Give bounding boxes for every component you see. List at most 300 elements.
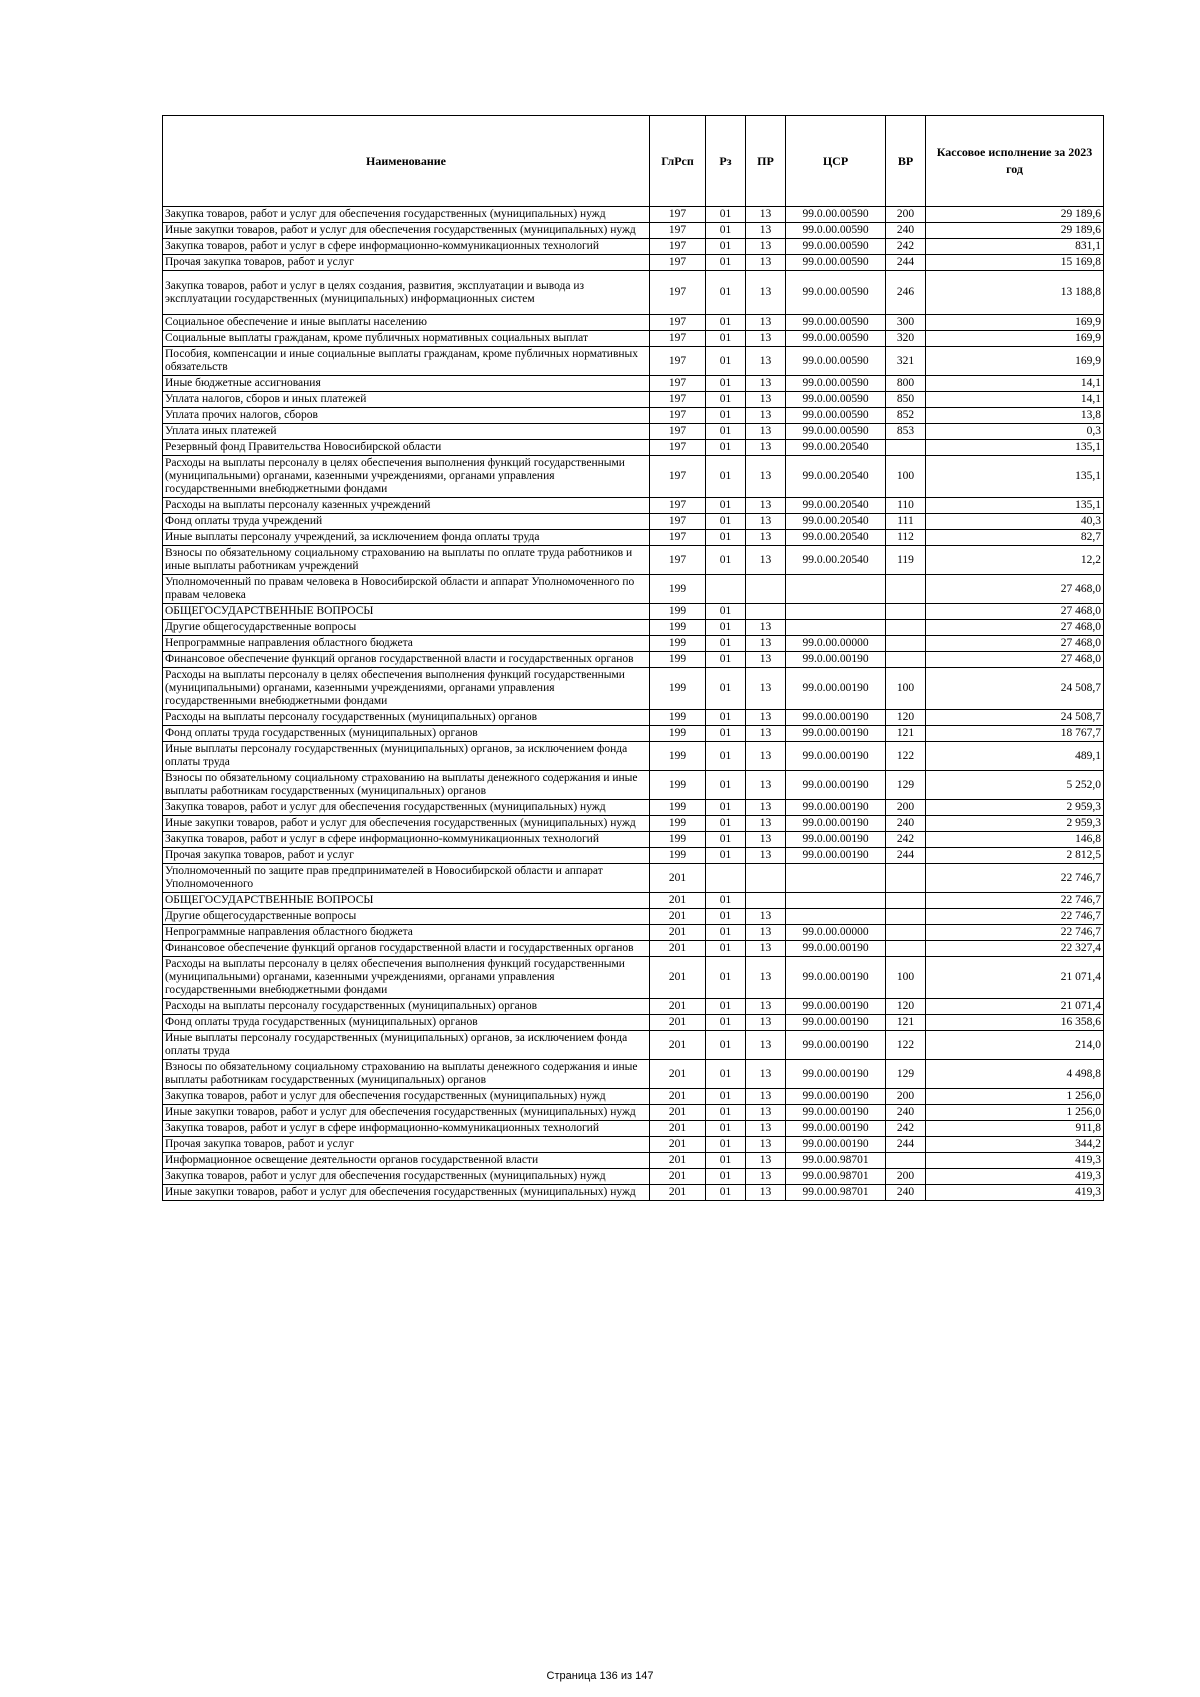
table-row (163, 1137, 1104, 1153)
cell-name: Иные выплаты персоналу учреждений, за исключением фонда оплаты труда (163, 530, 650, 546)
cell-vr: 800 (886, 376, 926, 392)
cell-name: Иные закупки товаров, работ и услуг для обеспечения государственных (муниципальных) нужд (163, 816, 650, 832)
cell-rz: 01 (706, 636, 746, 652)
cell-glrsp: 197 (650, 392, 706, 408)
cell-name: Уплата иных платежей (163, 424, 650, 440)
cell-pr: 13 (746, 271, 786, 315)
header-csr: ЦСР (786, 116, 886, 207)
table-row (163, 456, 1104, 498)
table-row (163, 392, 1104, 408)
cell-csr (786, 909, 886, 925)
cell-vr: 242 (886, 832, 926, 848)
cell-amount: 5 252,0 (926, 771, 1104, 800)
cell-glrsp: 201 (650, 909, 706, 925)
cell-amount: 489,1 (926, 742, 1104, 771)
cell-amount: 214,0 (926, 1031, 1104, 1060)
cell-glrsp: 201 (650, 1169, 706, 1185)
cell-rz: 01 (706, 771, 746, 800)
cell-vr: 112 (886, 530, 926, 546)
cell-amount: 1 256,0 (926, 1089, 1104, 1105)
cell-pr: 13 (746, 620, 786, 636)
cell-amount: 82,7 (926, 530, 1104, 546)
cell-glrsp: 197 (650, 376, 706, 392)
cell-amount: 22 746,7 (926, 864, 1104, 893)
cell-vr: 121 (886, 726, 926, 742)
cell-csr: 99.0.00.00190 (786, 1031, 886, 1060)
cell-glrsp: 197 (650, 223, 706, 239)
cell-glrsp: 201 (650, 1185, 706, 1201)
cell-vr: 240 (886, 1105, 926, 1121)
cell-vr (886, 864, 926, 893)
cell-csr: 99.0.00.00590 (786, 271, 886, 315)
cell-pr: 13 (746, 726, 786, 742)
cell-pr: 13 (746, 223, 786, 239)
cell-amount: 22 327,4 (926, 941, 1104, 957)
table-row (163, 440, 1104, 456)
header-row (163, 116, 1104, 207)
table-row (163, 848, 1104, 864)
cell-rz: 01 (706, 1060, 746, 1089)
cell-pr: 13 (746, 347, 786, 376)
table-row (163, 239, 1104, 255)
cell-vr: 120 (886, 999, 926, 1015)
cell-vr: 100 (886, 668, 926, 710)
cell-amount: 344,2 (926, 1137, 1104, 1153)
cell-vr: 129 (886, 1060, 926, 1089)
cell-rz: 01 (706, 957, 746, 999)
cell-name: ОБЩЕГОСУДАРСТВЕННЫЕ ВОПРОСЫ (163, 893, 650, 909)
cell-csr: 99.0.00.00190 (786, 1121, 886, 1137)
table-row (163, 742, 1104, 771)
cell-csr: 99.0.00.00190 (786, 1105, 886, 1121)
cell-rz: 01 (706, 408, 746, 424)
cell-csr: 99.0.00.00190 (786, 999, 886, 1015)
cell-glrsp: 199 (650, 771, 706, 800)
cell-pr: 13 (746, 1185, 786, 1201)
cell-amount: 4 498,8 (926, 1060, 1104, 1089)
table-row (163, 816, 1104, 832)
cell-glrsp: 197 (650, 424, 706, 440)
table-row (163, 1060, 1104, 1089)
cell-csr: 99.0.00.00190 (786, 1060, 886, 1089)
cell-glrsp: 201 (650, 957, 706, 999)
cell-glrsp: 201 (650, 1153, 706, 1169)
cell-rz: 01 (706, 1015, 746, 1031)
cell-rz: 01 (706, 1137, 746, 1153)
cell-glrsp: 197 (650, 514, 706, 530)
cell-glrsp: 199 (650, 604, 706, 620)
cell-glrsp: 199 (650, 652, 706, 668)
cell-glrsp: 199 (650, 710, 706, 726)
table-row (163, 832, 1104, 848)
cell-vr (886, 604, 926, 620)
cell-pr: 13 (746, 207, 786, 223)
cell-vr: 320 (886, 331, 926, 347)
cell-pr: 13 (746, 816, 786, 832)
table-row (163, 424, 1104, 440)
header-glrsp: ГлРсп (650, 116, 706, 207)
cell-name: Пособия, компенсации и иные социальные выплаты гражданам, кроме публичных нормативных обязательств (163, 347, 650, 376)
cell-vr (886, 941, 926, 957)
cell-rz: 01 (706, 742, 746, 771)
cell-rz: 01 (706, 999, 746, 1015)
cell-csr: 99.0.00.00190 (786, 800, 886, 816)
table-row (163, 271, 1104, 315)
cell-csr: 99.0.00.00190 (786, 1015, 886, 1031)
cell-csr (786, 575, 886, 604)
cell-glrsp: 199 (650, 668, 706, 710)
cell-glrsp: 199 (650, 726, 706, 742)
cell-glrsp: 197 (650, 331, 706, 347)
cell-name: Взносы по обязательному социальному страхованию на выплаты денежного содержания и иные выплаты работникам государственных (муниципальных) органов (163, 771, 650, 800)
header-vr: ВР (886, 116, 926, 207)
table-row (163, 604, 1104, 620)
cell-pr: 13 (746, 999, 786, 1015)
table-row (163, 909, 1104, 925)
cell-name: Иные выплаты персоналу государственных (муниципальных) органов, за исключением фонда оплаты труда (163, 1031, 650, 1060)
cell-glrsp: 199 (650, 575, 706, 604)
cell-amount: 22 746,7 (926, 893, 1104, 909)
cell-rz: 01 (706, 668, 746, 710)
cell-rz: 01 (706, 1185, 746, 1201)
cell-pr: 13 (746, 1153, 786, 1169)
cell-csr: 99.0.00.00590 (786, 376, 886, 392)
cell-csr: 99.0.00.00000 (786, 636, 886, 652)
table-row (163, 1153, 1104, 1169)
cell-rz: 01 (706, 800, 746, 816)
cell-name: Финансовое обеспечение функций органов государственной власти и государственных органов (163, 652, 650, 668)
cell-name: Расходы на выплаты персоналу в целях обеспечения выполнения функций государственными (муниципальными) органами, казенными учреждениями, органами управления государственными внебюджетными фондами (163, 668, 650, 710)
table-row (163, 726, 1104, 742)
cell-name: Прочая закупка товаров, работ и услуг (163, 848, 650, 864)
cell-amount: 22 746,7 (926, 925, 1104, 941)
cell-name: Закупка товаров, работ и услуг в сфере информационно-коммуникационных технологий (163, 832, 650, 848)
cell-vr: 200 (886, 1089, 926, 1105)
cell-rz: 01 (706, 848, 746, 864)
cell-amount: 169,9 (926, 331, 1104, 347)
cell-name: Прочая закупка товаров, работ и услуг (163, 1137, 650, 1153)
table-row (163, 223, 1104, 239)
cell-glrsp: 201 (650, 999, 706, 1015)
cell-csr: 99.0.00.20540 (786, 530, 886, 546)
cell-vr: 111 (886, 514, 926, 530)
cell-vr: 121 (886, 1015, 926, 1031)
cell-csr: 99.0.00.00190 (786, 941, 886, 957)
cell-name: Взносы по обязательному социальному страхованию на выплаты денежного содержания и иные выплаты работникам государственных (муниципальных) органов (163, 1060, 650, 1089)
cell-glrsp: 199 (650, 620, 706, 636)
cell-name: Социальные выплаты гражданам, кроме публичных нормативных социальных выплат (163, 331, 650, 347)
cell-amount: 24 508,7 (926, 710, 1104, 726)
cell-csr: 99.0.00.00190 (786, 710, 886, 726)
cell-vr (886, 652, 926, 668)
table-row (163, 864, 1104, 893)
cell-vr: 246 (886, 271, 926, 315)
cell-name: Закупка товаров, работ и услуг для обеспечения государственных (муниципальных) нужд (163, 207, 650, 223)
cell-name: Закупка товаров, работ и услуг в целях создания, развития, эксплуатации и вывода из эксплуатации государственных (муниципальных) информационных систем (163, 271, 650, 315)
header-rz: Рз (706, 116, 746, 207)
cell-name: Расходы на выплаты персоналу государственных (муниципальных) органов (163, 710, 650, 726)
cell-amount: 1 256,0 (926, 1105, 1104, 1121)
cell-csr: 99.0.00.00590 (786, 424, 886, 440)
table-body (163, 207, 1104, 1201)
table-row (163, 255, 1104, 271)
cell-glrsp: 197 (650, 546, 706, 575)
cell-rz: 01 (706, 207, 746, 223)
cell-pr: 13 (746, 668, 786, 710)
cell-vr: 240 (886, 223, 926, 239)
cell-amount: 12,2 (926, 546, 1104, 575)
cell-csr: 99.0.00.00590 (786, 347, 886, 376)
cell-pr: 13 (746, 800, 786, 816)
cell-name: Резервный фонд Правительства Новосибирской области (163, 440, 650, 456)
cell-csr: 99.0.00.00190 (786, 957, 886, 999)
table-row (163, 315, 1104, 331)
cell-rz: 01 (706, 925, 746, 941)
cell-rz: 01 (706, 498, 746, 514)
cell-rz (706, 864, 746, 893)
table-row (163, 1105, 1104, 1121)
cell-rz: 01 (706, 239, 746, 255)
cell-csr: 99.0.00.00590 (786, 223, 886, 239)
cell-name: Закупка товаров, работ и услуг для обеспечения государственных (муниципальных) нужд (163, 800, 650, 816)
cell-vr (886, 909, 926, 925)
cell-vr: 240 (886, 816, 926, 832)
cell-vr (886, 620, 926, 636)
cell-pr: 13 (746, 331, 786, 347)
cell-pr (746, 604, 786, 620)
cell-glrsp: 201 (650, 864, 706, 893)
cell-rz: 01 (706, 376, 746, 392)
table-row (163, 207, 1104, 223)
cell-pr: 13 (746, 440, 786, 456)
cell-rz: 01 (706, 726, 746, 742)
cell-vr: 852 (886, 408, 926, 424)
cell-vr: 321 (886, 347, 926, 376)
cell-vr: 120 (886, 710, 926, 726)
cell-vr: 200 (886, 800, 926, 816)
cell-pr: 13 (746, 546, 786, 575)
cell-pr: 13 (746, 941, 786, 957)
cell-rz: 01 (706, 1153, 746, 1169)
cell-vr (886, 575, 926, 604)
table-row (163, 376, 1104, 392)
cell-rz: 01 (706, 456, 746, 498)
cell-glrsp: 201 (650, 941, 706, 957)
table-row (163, 347, 1104, 376)
cell-glrsp: 197 (650, 255, 706, 271)
cell-pr: 13 (746, 392, 786, 408)
cell-rz: 01 (706, 832, 746, 848)
cell-amount: 2 959,3 (926, 800, 1104, 816)
cell-pr: 13 (746, 239, 786, 255)
cell-name: Финансовое обеспечение функций органов государственной власти и государственных органов (163, 941, 650, 957)
cell-csr: 99.0.00.00190 (786, 816, 886, 832)
cell-amount: 40,3 (926, 514, 1104, 530)
cell-amount: 911,8 (926, 1121, 1104, 1137)
table-row (163, 1031, 1104, 1060)
cell-amount: 419,3 (926, 1169, 1104, 1185)
cell-pr: 13 (746, 742, 786, 771)
cell-pr: 13 (746, 1089, 786, 1105)
cell-glrsp: 197 (650, 440, 706, 456)
table-row (163, 498, 1104, 514)
cell-amount: 27 468,0 (926, 575, 1104, 604)
cell-vr (886, 925, 926, 941)
cell-name: Иные закупки товаров, работ и услуг для обеспечения государственных (муниципальных) нужд (163, 1185, 650, 1201)
cell-rz: 01 (706, 424, 746, 440)
cell-csr: 99.0.00.00190 (786, 668, 886, 710)
cell-glrsp: 201 (650, 1060, 706, 1089)
table-row (163, 331, 1104, 347)
cell-name: Расходы на выплаты персоналу казенных учреждений (163, 498, 650, 514)
cell-glrsp: 197 (650, 315, 706, 331)
cell-name: Социальное обеспечение и иные выплаты населению (163, 315, 650, 331)
cell-amount: 419,3 (926, 1185, 1104, 1201)
cell-name: Фонд оплаты труда государственных (муниципальных) органов (163, 726, 650, 742)
cell-rz: 01 (706, 620, 746, 636)
cell-rz: 01 (706, 893, 746, 909)
cell-amount: 27 468,0 (926, 604, 1104, 620)
cell-name: Закупка товаров, работ и услуг в сфере информационно-коммуникационных технологий (163, 1121, 650, 1137)
cell-rz (706, 575, 746, 604)
cell-glrsp: 197 (650, 347, 706, 376)
cell-pr: 13 (746, 456, 786, 498)
cell-pr: 13 (746, 255, 786, 271)
page-number: Страница 136 из 147 (546, 1670, 654, 1682)
cell-amount: 22 746,7 (926, 909, 1104, 925)
cell-name: Уполномоченный по защите прав предпринимателей в Новосибирской области и аппарат Уполномоченного (163, 864, 650, 893)
cell-pr: 13 (746, 498, 786, 514)
cell-csr: 99.0.00.00590 (786, 331, 886, 347)
cell-rz: 01 (706, 941, 746, 957)
cell-csr (786, 620, 886, 636)
cell-amount: 21 071,4 (926, 999, 1104, 1015)
table-row (163, 668, 1104, 710)
cell-pr: 13 (746, 771, 786, 800)
cell-csr: 99.0.00.00190 (786, 742, 886, 771)
cell-rz: 01 (706, 546, 746, 575)
cell-csr: 99.0.00.00190 (786, 726, 886, 742)
cell-pr: 13 (746, 376, 786, 392)
cell-glrsp: 201 (650, 1121, 706, 1137)
cell-pr: 13 (746, 925, 786, 941)
cell-csr: 99.0.00.20540 (786, 456, 886, 498)
table-row (163, 999, 1104, 1015)
table-row (163, 957, 1104, 999)
cell-csr: 99.0.00.20540 (786, 546, 886, 575)
cell-amount: 135,1 (926, 498, 1104, 514)
cell-pr (746, 575, 786, 604)
cell-glrsp: 201 (650, 925, 706, 941)
cell-name: Закупка товаров, работ и услуг для обеспечения государственных (муниципальных) нужд (163, 1089, 650, 1105)
cell-amount: 13 188,8 (926, 271, 1104, 315)
cell-pr: 13 (746, 408, 786, 424)
cell-pr: 13 (746, 957, 786, 999)
cell-vr: 244 (886, 848, 926, 864)
cell-rz: 01 (706, 392, 746, 408)
cell-csr (786, 864, 886, 893)
cell-csr: 99.0.00.20540 (786, 498, 886, 514)
table-row (163, 636, 1104, 652)
cell-amount: 16 358,6 (926, 1015, 1104, 1031)
cell-name: Уплата налогов, сборов и иных платежей (163, 392, 650, 408)
cell-amount: 29 189,6 (926, 207, 1104, 223)
cell-name: Закупка товаров, работ и услуг для обеспечения государственных (муниципальных) нужд (163, 1169, 650, 1185)
table-row (163, 1185, 1104, 1201)
cell-name: ОБЩЕГОСУДАРСТВЕННЫЕ ВОПРОСЫ (163, 604, 650, 620)
cell-name: Взносы по обязательному социальному страхованию на выплаты по оплате труда работников и иные выплаты работникам учреждений (163, 546, 650, 575)
header-name: Наименование (163, 116, 650, 207)
cell-csr: 99.0.00.20540 (786, 440, 886, 456)
cell-vr: 110 (886, 498, 926, 514)
cell-rz: 01 (706, 816, 746, 832)
cell-rz: 01 (706, 271, 746, 315)
cell-amount: 0,3 (926, 424, 1104, 440)
cell-name: Прочая закупка товаров, работ и услуг (163, 255, 650, 271)
cell-pr: 13 (746, 315, 786, 331)
cell-name: Непрограммные направления областного бюджета (163, 925, 650, 941)
cell-vr: 242 (886, 239, 926, 255)
cell-amount: 135,1 (926, 440, 1104, 456)
table-row (163, 620, 1104, 636)
cell-amount: 18 767,7 (926, 726, 1104, 742)
cell-name: Уплата прочих налогов, сборов (163, 408, 650, 424)
cell-pr: 13 (746, 710, 786, 726)
cell-vr: 853 (886, 424, 926, 440)
cell-csr: 99.0.00.00590 (786, 392, 886, 408)
cell-glrsp: 201 (650, 1105, 706, 1121)
cell-pr: 13 (746, 424, 786, 440)
cell-rz: 01 (706, 1121, 746, 1137)
cell-amount: 831,1 (926, 239, 1104, 255)
cell-amount: 14,1 (926, 392, 1104, 408)
cell-glrsp: 199 (650, 848, 706, 864)
cell-glrsp: 201 (650, 893, 706, 909)
table-row (163, 800, 1104, 816)
cell-rz: 01 (706, 530, 746, 546)
cell-glrsp: 197 (650, 498, 706, 514)
cell-vr: 100 (886, 456, 926, 498)
table-header (163, 116, 1104, 207)
cell-name: Иные закупки товаров, работ и услуг для обеспечения государственных (муниципальных) нужд (163, 1105, 650, 1121)
table-row (163, 530, 1104, 546)
cell-csr: 99.0.00.98701 (786, 1185, 886, 1201)
cell-glrsp: 197 (650, 408, 706, 424)
cell-amount: 21 071,4 (926, 957, 1104, 999)
table-row (163, 925, 1104, 941)
cell-csr: 99.0.00.00190 (786, 1089, 886, 1105)
cell-vr: 242 (886, 1121, 926, 1137)
cell-amount: 24 508,7 (926, 668, 1104, 710)
cell-csr: 99.0.00.00190 (786, 848, 886, 864)
cell-csr: 99.0.00.00590 (786, 255, 886, 271)
cell-amount: 419,3 (926, 1153, 1104, 1169)
cell-amount: 2 959,3 (926, 816, 1104, 832)
cell-pr: 13 (746, 909, 786, 925)
cell-vr (886, 636, 926, 652)
table-row (163, 1121, 1104, 1137)
cell-vr: 100 (886, 957, 926, 999)
cell-amount: 169,9 (926, 315, 1104, 331)
cell-rz: 01 (706, 1105, 746, 1121)
cell-amount: 29 189,6 (926, 223, 1104, 239)
cell-name: Расходы на выплаты персоналу в целях обеспечения выполнения функций государственными (муниципальными) органами, казенными учреждениями, органами управления государственными внебюджетными фондами (163, 957, 650, 999)
cell-name: Другие общегосударственные вопросы (163, 620, 650, 636)
table-row (163, 408, 1104, 424)
cell-pr: 13 (746, 530, 786, 546)
cell-pr: 13 (746, 636, 786, 652)
cell-vr: 300 (886, 315, 926, 331)
